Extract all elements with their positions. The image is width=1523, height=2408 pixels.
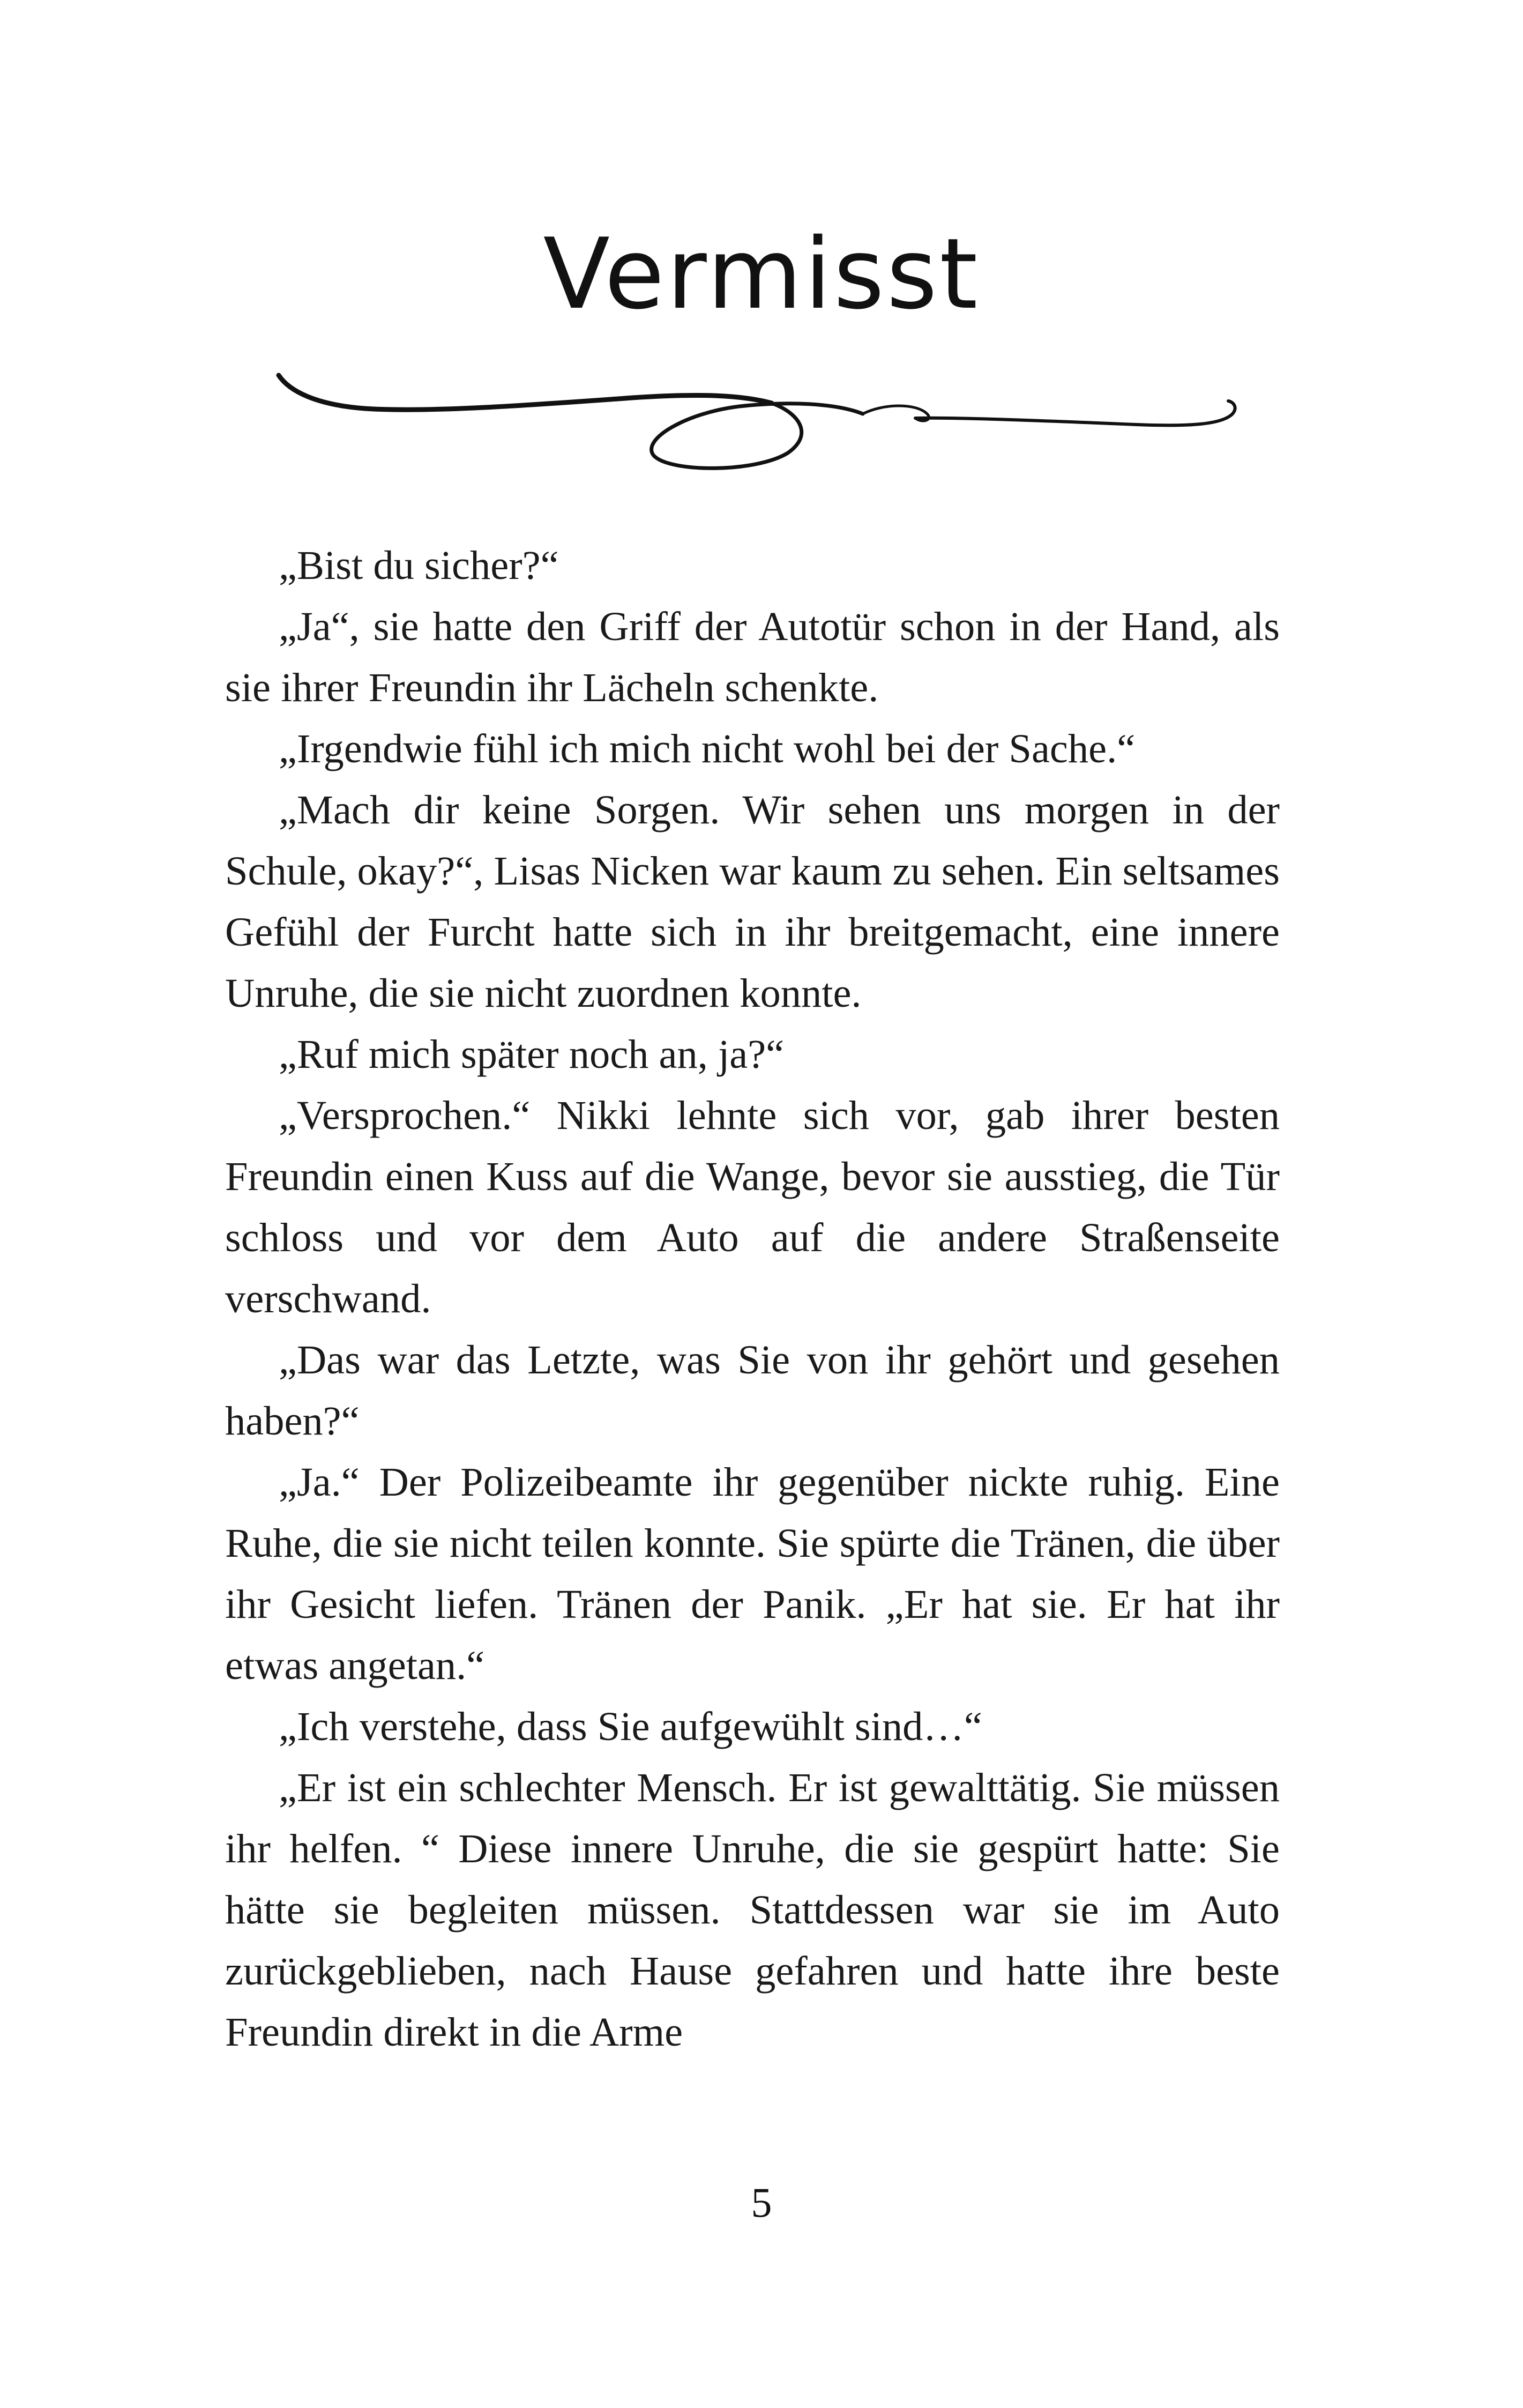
paragraph: „Bist du sicher?“ xyxy=(279,542,559,588)
paragraph: „Ja.“ Der Polizeibeamte ihr gegenüber nickte ruhig. Eine Ruhe, die sie nicht teilen konnte. Sie spürte die Tränen, die über ihr Gesicht liefen. Tränen der Panik. „Er hat sie. Er hat ihr etwas angetan.“ xyxy=(225,1459,1280,1688)
paragraph: „Irgendwie fühl ich mich nicht wohl bei der Sache.“ xyxy=(279,726,1136,771)
paragraph: „Mach dir keine Sorgen. Wir sehen uns morgen in der Schule, okay?“, Lisas Nicken war kaum zu sehen. Ein seltsames Gefühl der Furcht hatte sich in ihr breitgemacht, eine innere Unruhe, die sie nicht zuordnen konnte. xyxy=(225,787,1280,1016)
paragraph: „Das war das Letzte, was Sie von ihr gehört und gesehen haben?“ xyxy=(225,1337,1280,1444)
paragraph: „Ich verstehe, dass Sie aufgewühlt sind…“ xyxy=(279,1704,982,1749)
flourish-divider-ornament xyxy=(257,354,1265,472)
paragraph: „Ja“, sie hatte den Griff der Autotür schon in der Hand, als sie ihrer Freundin ihr Lächeln schenkte. xyxy=(225,604,1280,710)
page-number: 5 xyxy=(751,2179,772,2226)
chapter-title: Vermisst xyxy=(543,217,980,331)
chapter-body xyxy=(225,535,1280,2063)
paragraph: „Ruf mich später noch an, ja?“ xyxy=(279,1031,785,1077)
paragraph: „Er ist ein schlechter Mensch. Er ist gewalttätig. Sie müssen ihr helfen. “ Diese innere Unruhe, die sie gespürt hatte: Sie hätte sie begleiten müssen. Stattdessen war sie im Auto zurückgeblieben, nach Hause gefahren und hatte ihre beste Freundin direkt in die Arme xyxy=(225,1765,1280,2055)
paragraph: „Versprochen.“ Nikki lehnte sich vor, gab ihrer besten Freundin einen Kuss auf die Wange, bevor sie ausstieg, die Tür schloss und vor dem Auto auf die andere Straßenseite verschwand. xyxy=(225,1092,1280,1321)
